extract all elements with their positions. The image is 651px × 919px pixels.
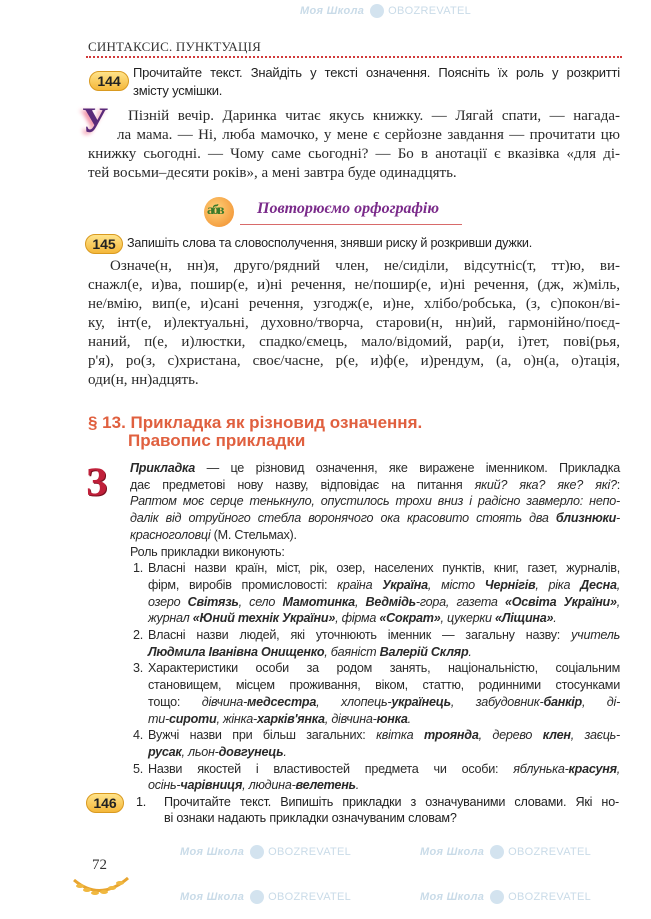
list-item-line bbox=[148, 761, 620, 778]
example-text: дівчина- bbox=[201, 694, 248, 709]
text-run: дає предметові нову назву, відповідає на питання bbox=[130, 477, 475, 492]
exercise-number-badge: 146 bbox=[86, 793, 124, 813]
text-line: снажл(е, и)ва, пошир(е, и)ні речення, не/пошир(е, и)ні речення, (дж, ж)міль, bbox=[88, 277, 620, 293]
example-text: , bbox=[616, 577, 621, 592]
example-text: , дівчина- bbox=[324, 711, 377, 726]
watermark-logo-icon bbox=[370, 4, 384, 18]
emphasis-term: Світязь bbox=[187, 594, 239, 609]
definition-line bbox=[130, 460, 620, 477]
role-label: Роль прикладки виконують: bbox=[130, 544, 285, 559]
example-text: . bbox=[407, 711, 411, 726]
list-number: 2. bbox=[133, 628, 144, 642]
example-text: -гора, газета bbox=[415, 594, 505, 609]
exercise-task: Запишіть слова та словосполучення, знявши риску й розкривши дужки. bbox=[127, 236, 533, 250]
text-line: оди(н, нн)адцять. bbox=[88, 372, 199, 388]
emphasis-term: «Освіта України» bbox=[504, 594, 617, 609]
list-number: 5. bbox=[133, 761, 144, 776]
watermark-brand: OBOZREVATEL bbox=[388, 4, 472, 17]
example-text: , жінка- bbox=[216, 711, 257, 726]
text-run: Власні назви людей, які уточнюють іменник — загальну назву: bbox=[148, 628, 572, 642]
emphasis-term: велетень bbox=[295, 778, 356, 793]
example-text: , фірма bbox=[335, 611, 380, 626]
list-item-line bbox=[148, 744, 287, 761]
text-line: ку, інт(е, и)лектуальні, духовно/творча, старови(н, нн)ий, гармонійно/поєд- bbox=[88, 315, 620, 331]
watermark-school: Моя Школа bbox=[420, 890, 485, 903]
example-text: , заєць- bbox=[570, 728, 620, 743]
dropcap-letter-icon: У bbox=[82, 100, 109, 140]
watermark-brand: OBOZREVATEL bbox=[268, 845, 352, 858]
emphasis-term: Україна bbox=[382, 577, 428, 592]
example-text: - bbox=[616, 511, 620, 526]
text-run: Назви якостей і властивостей предмета чи особи: bbox=[148, 761, 514, 776]
text-run: (М. Стельмах). bbox=[210, 527, 297, 542]
text-run: тощо: bbox=[148, 694, 202, 709]
example-text: далік від отруйного стебла воронячого ока красовито стоять два bbox=[130, 511, 556, 526]
orthography-underline bbox=[240, 224, 462, 225]
text-line: ла мама. — Ні, люба мамочко, у мене є серйозне завдання — прочитати цю bbox=[117, 127, 620, 143]
exercise-number-badge: 145 bbox=[85, 234, 123, 254]
exercise-task: Прочитайте текст. Випишіть прикладки з означуваними словами. Які но- bbox=[164, 795, 619, 809]
example-text: красноголовці bbox=[130, 527, 211, 542]
emphasis-term: троянда bbox=[423, 728, 479, 743]
example-text: , ді- bbox=[581, 694, 621, 709]
example-text: , баяніст bbox=[324, 644, 380, 659]
watermark-brand: OBOZREVATEL bbox=[508, 845, 592, 858]
watermark-logo-icon bbox=[250, 845, 264, 859]
emphasis-term: харків'янка bbox=[256, 711, 325, 726]
example-text: учитель bbox=[571, 628, 620, 642]
text-line: наний, п(е, и)люстки, спадко/ємець, мало/відомий, рар(и, і)тет, пові(рья, bbox=[88, 334, 620, 350]
watermark-school: Моя Школа bbox=[420, 845, 485, 858]
emphasis-term: юнка bbox=[376, 711, 408, 726]
example-text: . bbox=[283, 744, 287, 759]
list-item-line bbox=[148, 644, 472, 661]
exercise-task: ві ознаки надають прикладки означуваним словам? bbox=[164, 811, 457, 825]
emphasis-term: клен bbox=[542, 728, 571, 743]
watermark-logo-icon bbox=[250, 890, 264, 904]
watermark bbox=[420, 845, 591, 859]
watermark-school: Моя Школа bbox=[180, 890, 245, 903]
emphasis-term: Ведмідь bbox=[365, 594, 416, 609]
watermark bbox=[180, 890, 351, 904]
section-title: § 13. Прикладка як різновид означення. bbox=[88, 413, 423, 432]
example-text: ти- bbox=[148, 711, 169, 726]
list-item-line bbox=[148, 560, 620, 577]
example-text: , bbox=[354, 594, 366, 609]
text-run: Власні назви країн, міст, рік, озер, населених пунктів, книг, газет, журналів, bbox=[148, 561, 620, 576]
example-text: , цукерки bbox=[440, 611, 496, 626]
emphasis-term: Мамотинка bbox=[282, 594, 355, 609]
list-item-line bbox=[148, 777, 359, 794]
text-run: Вужчі назви при більш загальних: bbox=[148, 728, 377, 743]
example-text: журнал bbox=[148, 611, 193, 626]
exercise-number-badge: 144 bbox=[89, 71, 129, 91]
example-text: осінь- bbox=[148, 778, 181, 793]
example-text: . bbox=[355, 778, 360, 793]
text-line: книжку сьогодні. — Чому саме сьогодні? — Бо в анотації є вказівка «для ді- bbox=[88, 146, 620, 162]
exercise-subnumber: 1. bbox=[136, 795, 147, 809]
example-text: , льон- bbox=[181, 744, 219, 759]
definition-line bbox=[130, 477, 620, 494]
watermark-logo-icon bbox=[490, 890, 504, 904]
list-item-line bbox=[148, 660, 620, 677]
definition-line bbox=[130, 510, 620, 527]
example-text: квітка bbox=[376, 728, 424, 743]
example-text: , bbox=[616, 761, 620, 776]
emphasis-term: Чернігів bbox=[484, 577, 536, 592]
example-text: . bbox=[468, 644, 472, 659]
example-text: , місто bbox=[427, 577, 485, 592]
text-run: Характеристики особи за родом занять, національністю, соціальним bbox=[148, 661, 620, 676]
abc-letters: абв bbox=[207, 203, 223, 218]
exercise-task: змісту усмішки. bbox=[133, 83, 223, 98]
list-number: 3. bbox=[133, 661, 144, 676]
list-item-line bbox=[148, 727, 620, 744]
list-item-line bbox=[148, 577, 620, 594]
watermark-logo-icon bbox=[490, 845, 504, 859]
example-text: , забудовник- bbox=[450, 694, 544, 709]
example-text: , ріка bbox=[535, 577, 581, 592]
emphasis-term: банкір bbox=[543, 694, 582, 709]
text-line: р'я), ро(з, с)христана, своє/часне, р(е, и)ф(е, и)рендум, (а, о)н(а, о)тація, bbox=[88, 353, 620, 369]
watermark bbox=[180, 845, 351, 859]
example-text: країна bbox=[337, 577, 383, 592]
emphasis-term: сироти bbox=[168, 711, 217, 726]
orthography-title: Повторюємо орфографію bbox=[257, 200, 440, 217]
list-item-line bbox=[148, 610, 557, 627]
wheat-ornament-icon bbox=[70, 876, 132, 900]
text-line: Означе(н, нн)я, друго/рядний член, не/сиділи, відсутніс(т, тт)ю, ви- bbox=[110, 258, 620, 274]
text-line: не/вмію, вип(е, и)сані речення, узгодж(е, и)не, хлібо/робська, (з, с)покон/ві- bbox=[88, 296, 620, 312]
emphasis-term: Людмила Іванівна Онищенко bbox=[148, 644, 325, 659]
definition-line bbox=[130, 527, 297, 544]
text-line: Пізній вечір. Даринка читає якусь книжку. — Лягай спати, — нагада- bbox=[128, 108, 620, 124]
exercise-task: Прочитайте текст. Знайдіть у тексті означення. Поясніть їх роль у розкритті bbox=[133, 65, 620, 80]
text-run: — це різновид означення, яке виражене іменником. Прикладка bbox=[195, 461, 620, 475]
watermark-brand: OBOZREVATEL bbox=[268, 890, 352, 903]
example-text: озеро bbox=[148, 594, 188, 609]
watermark bbox=[300, 4, 471, 18]
example-text: . bbox=[553, 611, 557, 626]
example-text: , хлопець- bbox=[316, 694, 392, 709]
emphasis-term: красуня bbox=[568, 761, 617, 776]
section-title: Правопис прикладки bbox=[128, 431, 306, 450]
page-number: 72 bbox=[92, 857, 107, 873]
list-number: 4. bbox=[133, 728, 144, 743]
emphasis-term: Прикладка bbox=[130, 461, 196, 475]
watermark bbox=[420, 890, 591, 904]
emphasis-term: «Юний технік України» bbox=[192, 611, 336, 626]
list-item-line bbox=[148, 694, 620, 711]
emphasis-term: Валерій Скляр bbox=[379, 644, 469, 659]
text-run: фірм, виробів промисловості: bbox=[148, 577, 338, 592]
example-text: , дерево bbox=[478, 728, 543, 743]
example-text: , bbox=[616, 594, 620, 609]
emphasis-term: довгунець bbox=[218, 744, 284, 759]
emphasis-term: чарівниця bbox=[180, 778, 243, 793]
emphasis-term: «Сократ» bbox=[379, 611, 441, 626]
emphasis-term: близнюки bbox=[555, 511, 617, 526]
watermark-brand: OBOZREVATEL bbox=[508, 890, 592, 903]
text-run: становищем, місцем проживання, віком, статтю, родинними стосунками bbox=[148, 678, 620, 693]
header-divider bbox=[86, 56, 622, 58]
list-item-line bbox=[148, 711, 411, 728]
example-text: Раптом моє серце тенькнуло, опустилось трохи вниз і радісно завмерло: непо- bbox=[130, 494, 620, 509]
list-item-line bbox=[148, 677, 620, 694]
example-text: який? яка? яке? які? bbox=[474, 477, 617, 492]
list-item-line bbox=[148, 594, 620, 611]
list-number: 1. bbox=[133, 561, 144, 576]
emphasis-term: українець bbox=[391, 694, 451, 709]
text-run: : bbox=[616, 477, 620, 492]
list-item-line bbox=[148, 627, 620, 644]
running-header: СИНТАКСИС. ПУНКТУАЦІЯ bbox=[88, 39, 261, 54]
orthography-abc-icon bbox=[204, 197, 234, 227]
watermark-school: Моя Школа bbox=[300, 4, 365, 17]
text-line: тей восьми–десяти років», а мені завтра буде одинадцять. bbox=[88, 165, 457, 181]
emphasis-term: Десна bbox=[580, 577, 617, 592]
watermark-school: Моя Школа bbox=[180, 845, 245, 858]
definition-line bbox=[130, 493, 620, 510]
example-text: , село bbox=[238, 594, 283, 609]
emphasis-term: русак bbox=[148, 744, 182, 759]
emphasis-term: медсестра bbox=[247, 694, 317, 709]
example-text: , людина- bbox=[242, 778, 296, 793]
emphasis-term: «Ліщина» bbox=[495, 611, 554, 626]
example-text: яблунька- bbox=[513, 761, 569, 776]
theory-letter-icon: З bbox=[86, 459, 108, 504]
